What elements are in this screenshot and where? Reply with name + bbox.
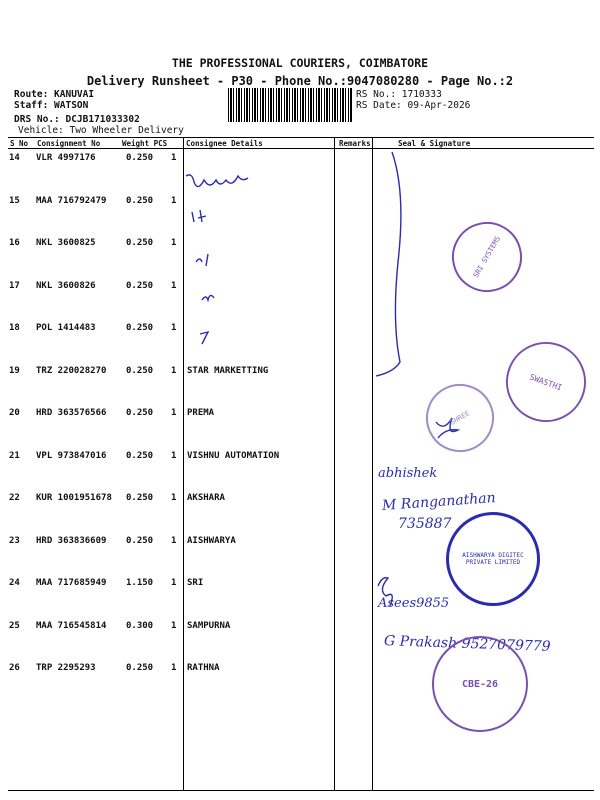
row-pcs: 1 bbox=[171, 238, 177, 248]
row-pcs: 1 bbox=[171, 323, 177, 333]
row-weight: 0.250 bbox=[126, 153, 154, 163]
row-weight: 0.250 bbox=[126, 280, 154, 291]
vehicle-label: Vehicle: Two Wheeler Delivery bbox=[18, 125, 184, 136]
row-pcs: 1 bbox=[171, 153, 177, 163]
row-sno: 17 bbox=[9, 280, 20, 291]
header-sno: S No bbox=[10, 139, 29, 148]
row-weight: 0.250 bbox=[126, 493, 154, 503]
initial-row18 bbox=[200, 332, 208, 344]
row-pcs: 1 bbox=[171, 365, 177, 376]
row-sno: 24 bbox=[9, 578, 20, 588]
row-pcs: 1 bbox=[171, 280, 177, 291]
row-weight: 0.250 bbox=[126, 535, 154, 546]
handwritten-name-row22: abhishek bbox=[378, 466, 438, 481]
handwritten-phone-row24: Asees9855 bbox=[378, 596, 450, 611]
row-sno: 14 bbox=[9, 153, 20, 163]
row-weight: 0.250 bbox=[126, 408, 154, 418]
row-consignee: VISHNU AUTOMATION bbox=[187, 450, 280, 461]
row-sno: 23 bbox=[9, 535, 20, 546]
signature-row14 bbox=[186, 175, 248, 187]
row-pcs: 1 bbox=[171, 408, 177, 418]
row-consignee: RATHNA bbox=[187, 663, 220, 673]
row-consignment: VLR 4997176 bbox=[36, 153, 96, 163]
company-seal-stamp: SHREE bbox=[414, 372, 507, 465]
row-consignment: TRP 2295293 bbox=[36, 663, 96, 673]
initial-row17 bbox=[202, 295, 214, 300]
row-weight: 0.250 bbox=[126, 450, 154, 461]
handwritten-name-row23: M Ranganathan bbox=[381, 490, 497, 514]
route-label: Route: KANUVAI bbox=[14, 89, 95, 100]
initial-row16 bbox=[196, 254, 208, 266]
row-sno: 22 bbox=[9, 493, 20, 503]
row-consignment: MAA 716792479 bbox=[36, 195, 107, 206]
row-consignment: POL 1414483 bbox=[36, 323, 96, 333]
row-consignee: SAMPURNA bbox=[187, 620, 231, 631]
company-seal-stamp: SWASTHI bbox=[495, 331, 598, 434]
company-seal-stamp: AISHWARYA DIGITEC PRIVATE LIMITED bbox=[446, 512, 540, 606]
row-pcs: 1 bbox=[171, 620, 177, 631]
header-seal: Seal & Signature bbox=[398, 139, 471, 148]
company-title: THE PROFESSIONAL COURIERS, COIMBATORE bbox=[171, 56, 429, 70]
row-pcs: 1 bbox=[171, 450, 177, 461]
company-seal-stamp: CBE-26 bbox=[432, 636, 528, 732]
rs-number: RS No.: 1710333 bbox=[356, 89, 442, 100]
row-weight: 0.250 bbox=[126, 323, 154, 333]
header-consignee: Consignee Details bbox=[186, 139, 263, 148]
row-consignment: MAA 716545814 bbox=[36, 620, 107, 631]
initial-row15 bbox=[192, 210, 206, 222]
row-consignee: AISHWARYA bbox=[187, 535, 236, 546]
handwritten-phone-row23: 735887 bbox=[398, 516, 452, 532]
row-sno: 21 bbox=[9, 450, 20, 461]
row-consignment: NKL 3600825 bbox=[36, 238, 96, 248]
row-weight: 1.150 bbox=[126, 578, 154, 588]
drs-number: DRS No.: DCJB171033302 bbox=[14, 114, 140, 125]
row-sno: 20 bbox=[9, 408, 20, 418]
row-consignee: STAR MARKETTING bbox=[187, 365, 269, 376]
rs-date: RS Date: 09-Apr-2026 bbox=[356, 100, 471, 111]
row-pcs: 1 bbox=[171, 493, 177, 503]
row-weight: 0.250 bbox=[126, 663, 154, 673]
row-consignment: HRD 363836609 bbox=[36, 535, 107, 546]
row-consignee: SRI bbox=[187, 578, 204, 588]
row-consignee: PREMA bbox=[187, 408, 215, 418]
header-remarks: Remarks bbox=[339, 139, 371, 148]
row-consignment: NKL 3600826 bbox=[36, 280, 96, 291]
row-pcs: 1 bbox=[171, 578, 177, 588]
row-pcs: 1 bbox=[171, 195, 177, 206]
runsheet-subtitle: Delivery Runsheet - P30 - Phone No.:9047080280 - Page No.:2 bbox=[86, 74, 514, 88]
row-pcs: 1 bbox=[171, 535, 177, 546]
row-sno: 26 bbox=[9, 663, 20, 673]
row-consignment: MAA 717685949 bbox=[36, 578, 107, 588]
handwritten-phone-row25: G Prakash 9527079779 bbox=[383, 633, 551, 655]
row-weight: 0.250 bbox=[126, 365, 154, 376]
company-seal-stamp: SRI SYSTEMS bbox=[439, 209, 535, 305]
header-consignment: Consignment No bbox=[37, 139, 101, 148]
row-consignment: VPL 973847016 bbox=[36, 450, 107, 461]
row-pcs: 1 bbox=[171, 663, 177, 673]
header-weight-pcs: Weight PCS bbox=[122, 139, 168, 148]
row-weight: 0.250 bbox=[126, 195, 154, 206]
staff-label: Staff: WATSON bbox=[14, 100, 89, 111]
row-weight: 0.250 bbox=[126, 238, 154, 248]
row-sno: 18 bbox=[9, 323, 20, 333]
row-sno: 16 bbox=[9, 238, 20, 248]
row-sno: 15 bbox=[9, 195, 20, 206]
bracket-mark bbox=[376, 152, 401, 376]
row-consignee: AKSHARA bbox=[187, 493, 225, 503]
row-consignment: KUR 1001951678 bbox=[36, 493, 112, 503]
row-consignment: HRD 363576566 bbox=[36, 408, 107, 418]
row-consignment: TRZ 220028270 bbox=[36, 365, 107, 376]
row-weight: 0.300 bbox=[126, 620, 154, 631]
row-sno: 19 bbox=[9, 365, 20, 376]
row-sno: 25 bbox=[9, 620, 20, 631]
